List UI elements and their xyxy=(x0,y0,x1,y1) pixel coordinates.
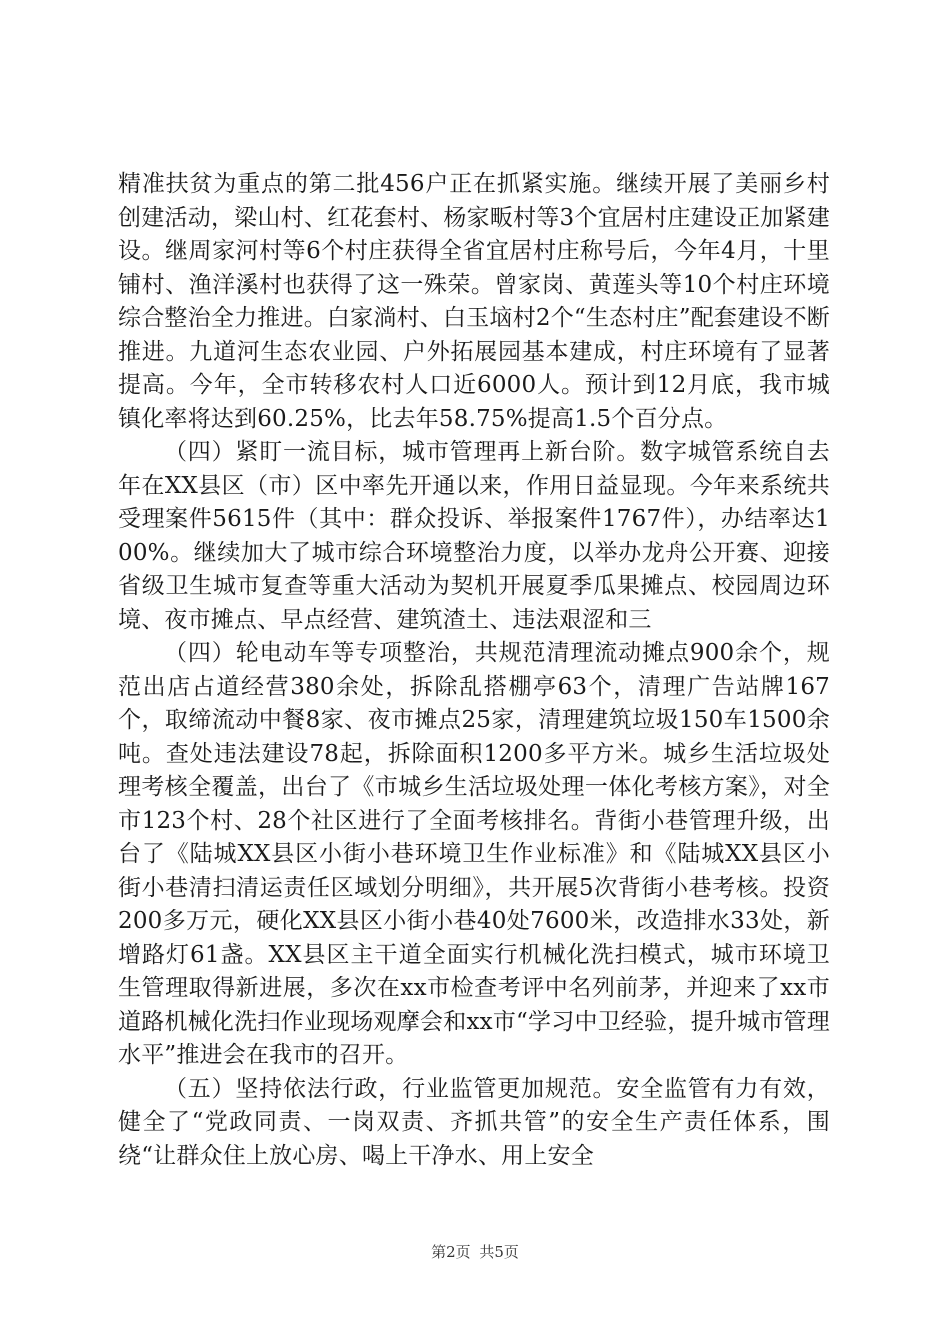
page-number: 第2页 xyxy=(431,1243,471,1261)
paragraph-city-management: （四）紧盯一流目标，城市管理再上新台阶。数字城管系统自去年在XX县区（市）区中率先开通以来，作用日益显现。今年来系统共受理案件5615件（其中：群众投诉、举报案件1767件），办结率达100%。继续加大了城市综合环境整治力度，以举办龙舟公开赛、迎接省级卫生城市复查等重大活动为契机开展夏季瓜果摊点、校园周边环境、夜市摊点、早点经营、建筑渣土、违法艰涩和三 xyxy=(118,439,830,633)
page-footer xyxy=(0,1241,950,1262)
paragraph-law-administration: （五）坚持依法行政，行业监管更加规范。安全监管有力有效，健全了“党政同责、一岗双责、齐抓共管”的安全生产责任体系，围绕“让群众住上放心房、喝上干净水、用上安全 xyxy=(118,1075,830,1169)
paragraph-urbanization: 精准扶贫为重点的第二批456户正在抓紧实施。继续开展了美丽乡村创建活动，梁山村、红花套村、杨家畈村等3个宜居村庄建设正加紧建设。继周家河村等6个村庄获得全省宜居村庄称号后，今年4月，十里铺村、渔洋溪村也获得了这一殊荣。曾家岗、黄莲头等10个村庄环境综合整治全力推进。白家淌村、白玉垴村2个“生态村庄”配套建设不断推进。九道河生态农业园、户外拓展园基本建成，村庄环境有了显著提高。今年，全市转移农村人口近6000人。预计到12月底，我市城镇化率将达到60.25%，比去年58.75%提高1.5个百分点。 xyxy=(118,171,830,432)
page-total: 共5页 xyxy=(479,1243,519,1261)
paragraph-special-rectification: （四）轮电动车等专项整治，共规范清理流动摊点900余个，规范出店占道经营380余处，拆除乱搭棚亭63个，清理广告站牌167个，取缔流动中餐8家、夜市摊点25家，清理建筑垃圾150车1500余吨。查处违法建设78起，拆除面积1200多平方米。城乡生活垃圾处理考核全覆盖，出台了《市城乡生活垃圾处理一体化考核方案》，对全市123个村、28个社区进行了全面考核排名。背街小巷管理升级，出台了《陆城XX县区小街小巷环境卫生作业标准》和《陆城XX县区小街小巷清扫清运责任区域划分明细》，共开展5次背街小巷考核。投资200多万元，硬化XX县区小街小巷40处7600米，改造排水33处，新增路灯61盏。XX县区主干道全面实行机械化洗扫模式，城市环境卫生管理取得新进展，多次在xx市检查考评中名列前茅，并迎来了xx市道路机械化洗扫作业现场观摩会和xx市“学习中卫经验，提升城市管理水平”推进会在我市的召开。 xyxy=(118,640,830,1068)
document-body xyxy=(118,168,830,1173)
